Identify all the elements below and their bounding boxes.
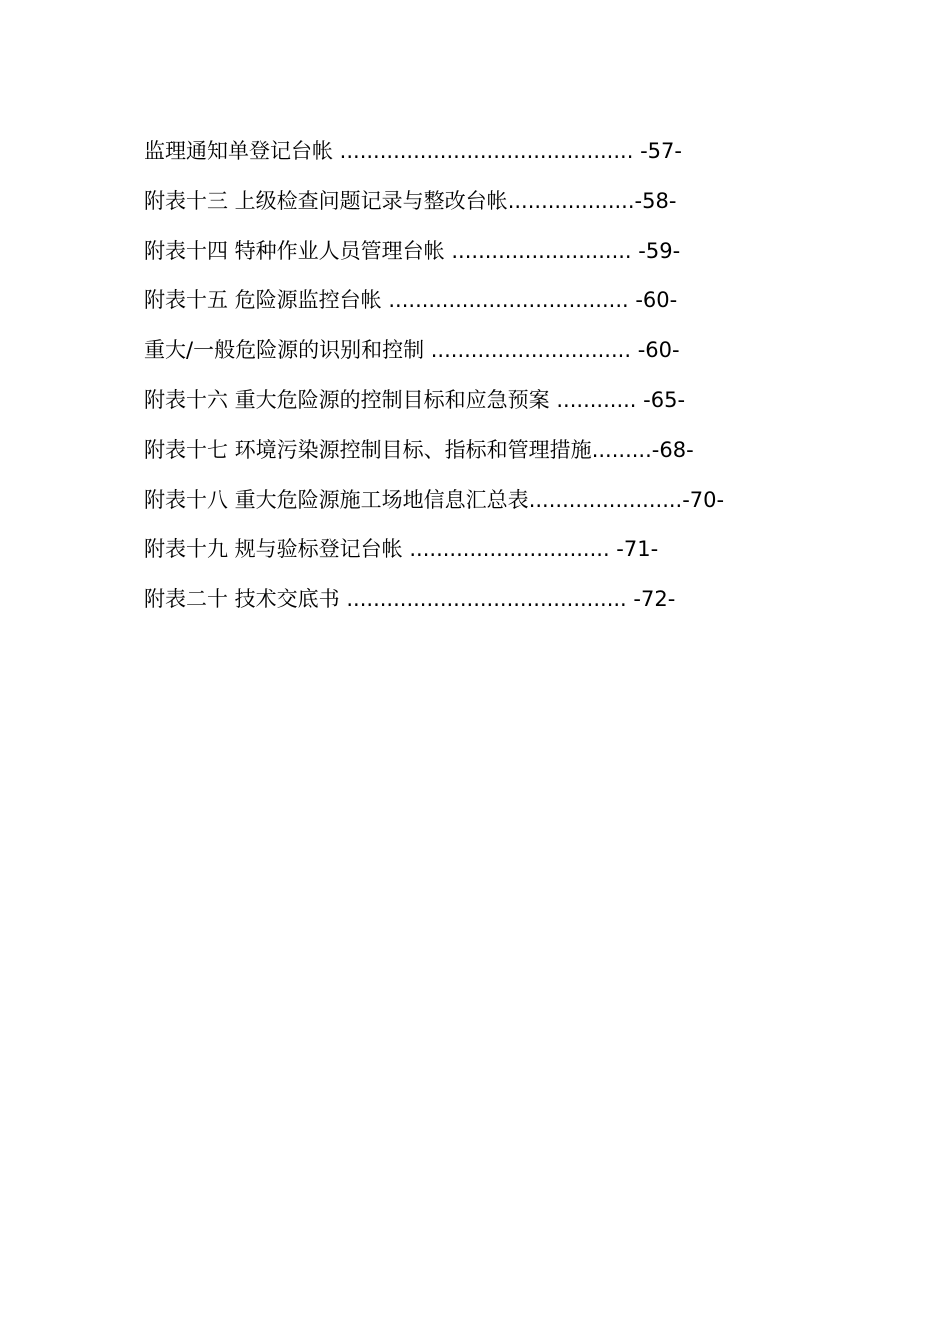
- toc-entry-page: -70-: [682, 487, 725, 512]
- toc-entry-page: -71-: [616, 537, 659, 562]
- toc-entry-10[interactable]: [144, 578, 904, 628]
- toc-entry-title: 附表二十 技术交底书: [144, 587, 340, 612]
- toc-entry-leader: .........: [591, 437, 652, 462]
- toc-entry-page: -59-: [638, 238, 681, 263]
- toc-entry-7[interactable]: [144, 429, 904, 479]
- toc-entry-title: 监理通知单登记台帐: [144, 139, 333, 163]
- toc-entry-title: 附表十八 重大危险源施工场地信息汇总表: [144, 487, 529, 512]
- toc-entry-leader: ..............................: [402, 537, 617, 562]
- toc-entry-page: -57-: [640, 139, 682, 163]
- toc-entry-9[interactable]: [144, 528, 904, 578]
- toc-entry-leader: .......................: [528, 487, 683, 512]
- toc-entry-page: -58-: [634, 188, 677, 213]
- toc-entry-leader: ............................................: [333, 139, 641, 163]
- toc-entry-2[interactable]: [144, 180, 904, 230]
- toc-entry-leader: ..........................................: [339, 587, 634, 612]
- toc-entry-title: 附表十七 环境污染源控制目标、指标和管理措施: [144, 437, 592, 462]
- toc-entry-4[interactable]: [144, 279, 904, 329]
- toc-entry-page: -68-: [651, 437, 694, 462]
- toc-entry-title: 附表十三 上级检查问题记录与整改台帐: [144, 188, 508, 213]
- toc-entry-title: 重大/一般危险源的识别和控制: [144, 338, 425, 363]
- table-of-contents: [144, 130, 904, 628]
- toc-entry-page: -65-: [643, 387, 686, 412]
- toc-entry-title: 附表十六 重大危险源的控制目标和应急预案: [144, 387, 550, 412]
- toc-entry-5[interactable]: [144, 329, 904, 379]
- toc-entry-3[interactable]: [144, 230, 904, 280]
- toc-entry-leader: ..............................: [424, 338, 638, 363]
- toc-entry-title: 附表十四 特种作业人员管理台帐: [144, 238, 445, 263]
- toc-entry-title: 附表十五 危险源监控台帐: [144, 288, 382, 313]
- toc-entry-leader: ............: [549, 387, 644, 412]
- toc-entry-page: -72-: [633, 587, 676, 612]
- toc-entry-leader: ....................................: [381, 288, 636, 313]
- toc-entry-page: -60-: [635, 288, 678, 313]
- toc-entry-8[interactable]: [144, 479, 904, 529]
- toc-entry-title: 附表十九 规与验标登记台帐: [144, 537, 403, 562]
- toc-entry-leader: ...................: [507, 188, 635, 213]
- toc-entry-leader: ...........................: [444, 238, 639, 263]
- toc-entry-page: -60-: [637, 338, 680, 363]
- toc-entry-6[interactable]: [144, 379, 904, 429]
- toc-entry-1[interactable]: [144, 130, 904, 180]
